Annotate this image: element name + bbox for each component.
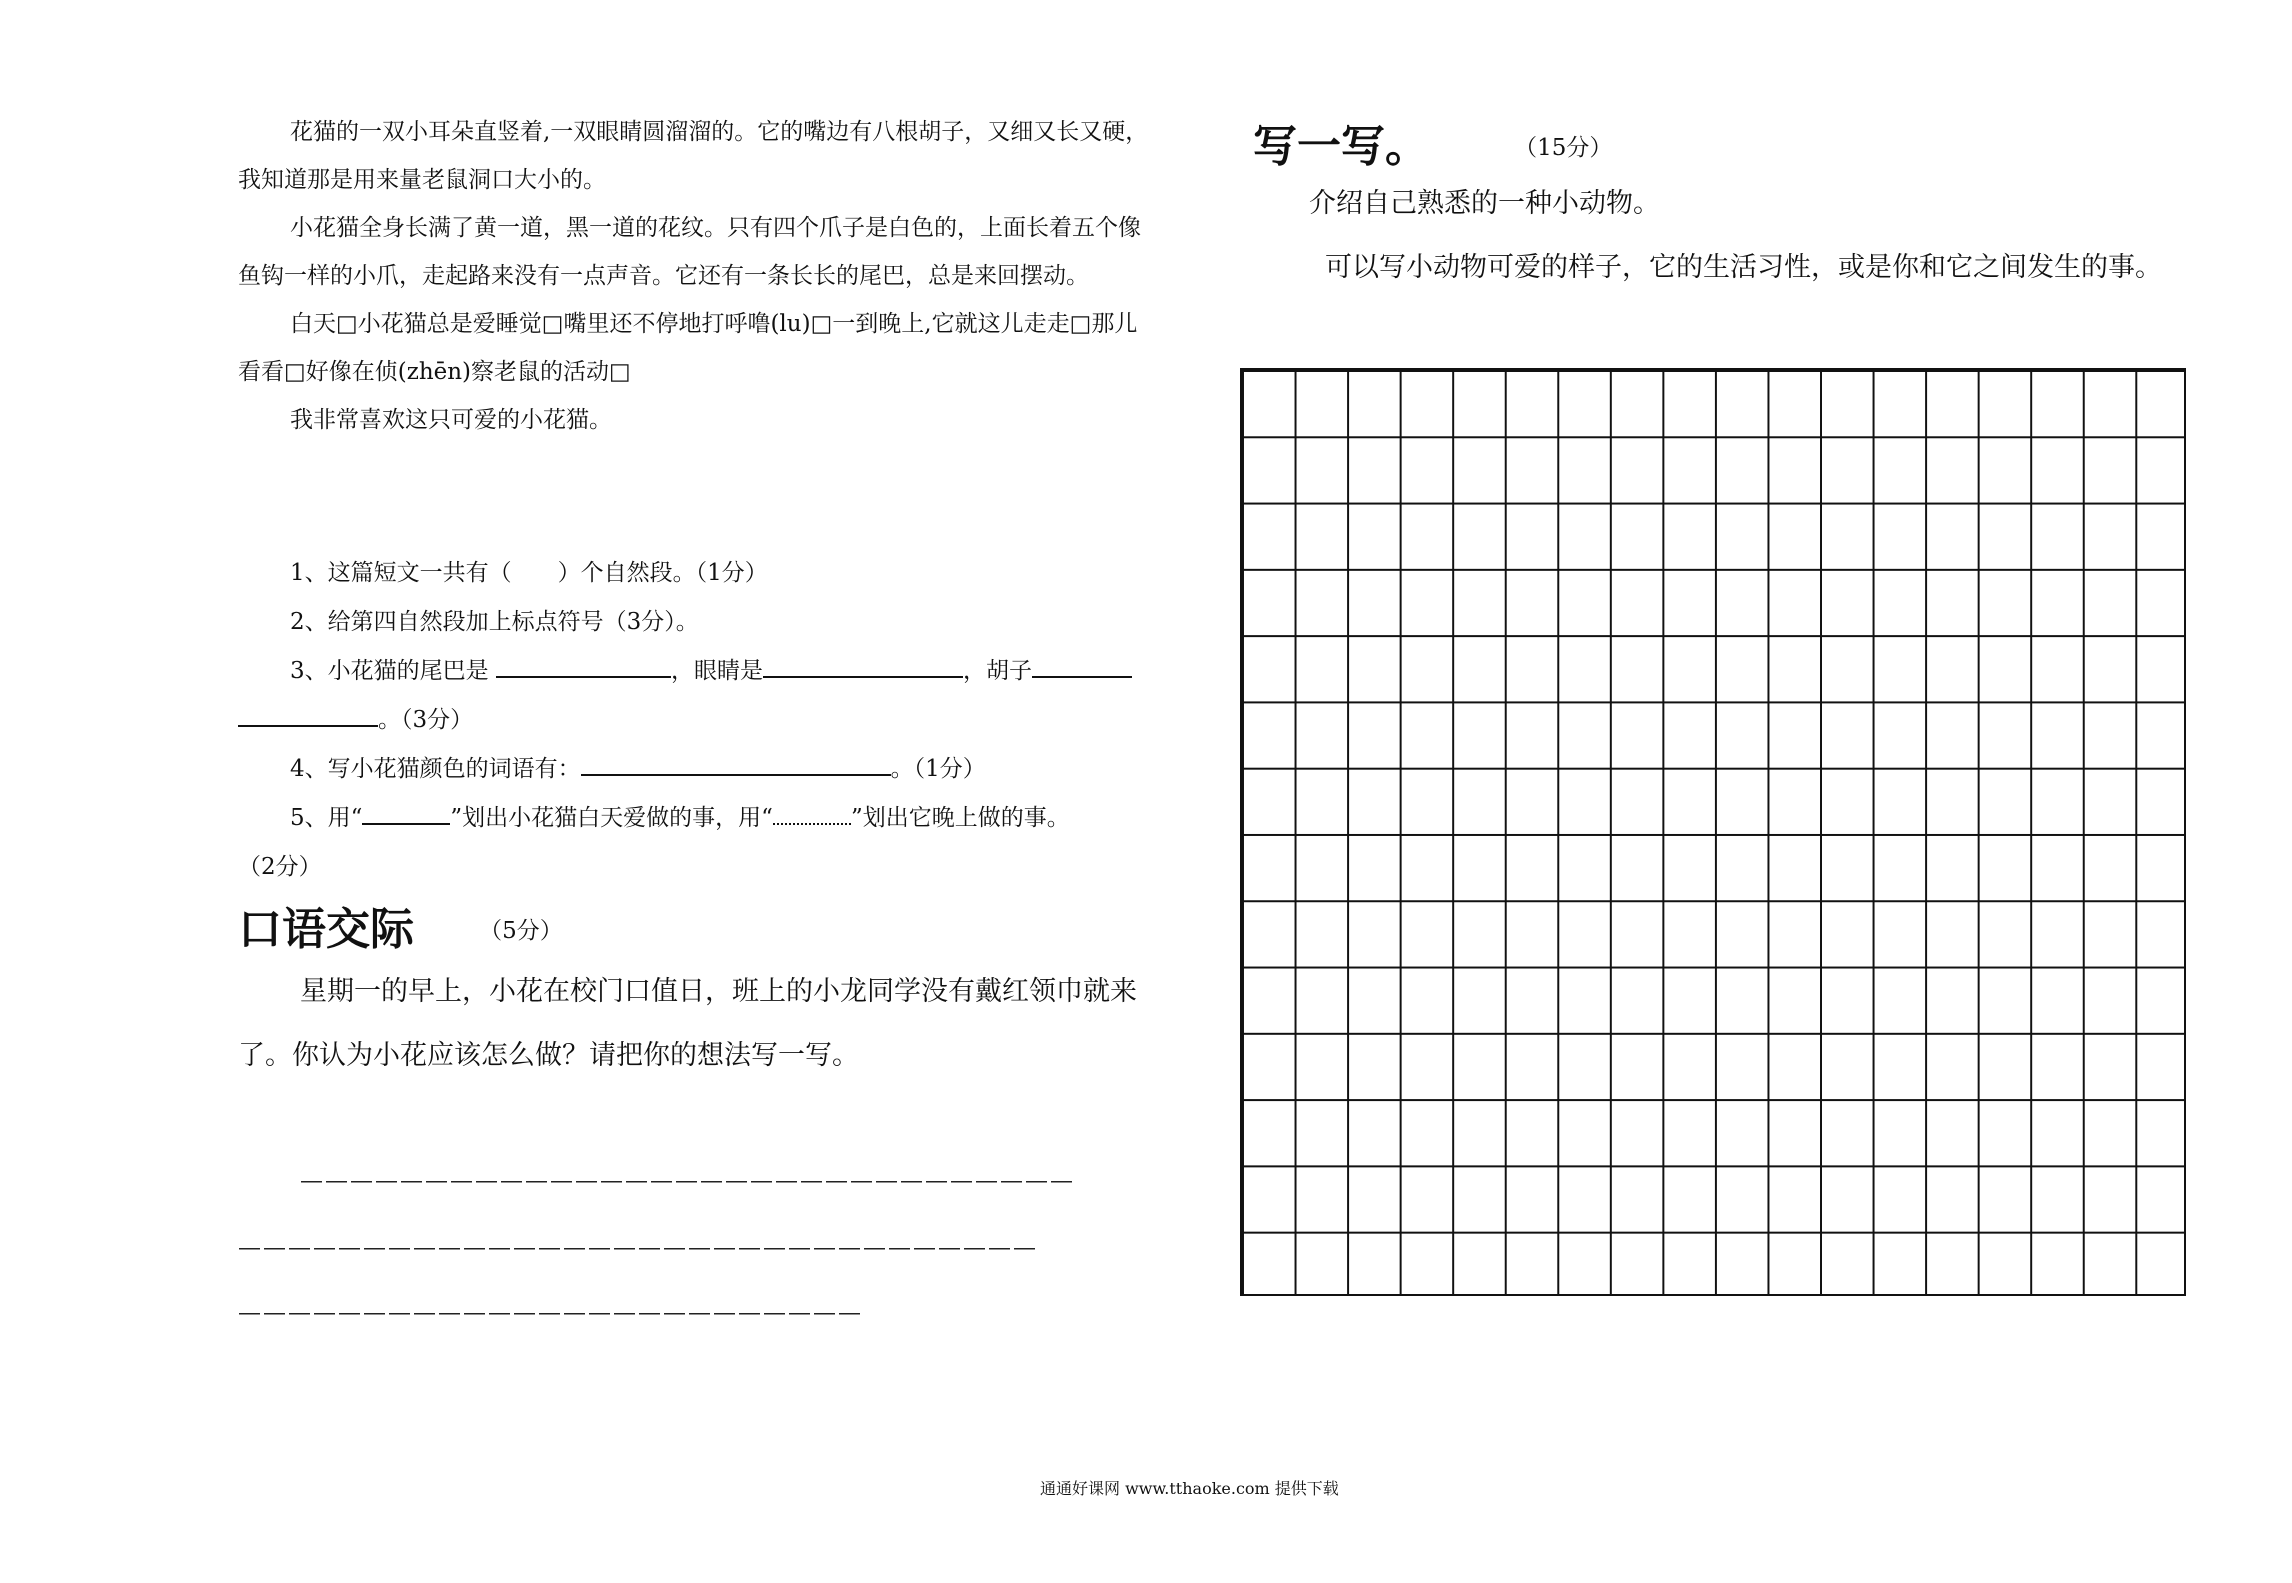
question-1: 1、这篇短文一共有（ ）个自然段。（1分） <box>290 560 768 586</box>
writing-section-header <box>1253 110 1612 174</box>
answer-line-3[interactable]: ————————————————————————— <box>238 1300 863 1326</box>
paragraph-3: 白天□小花猫总是爱睡觉□嘴里还不停地打呼噜(lu)□一到晚上,它就这儿走走□那儿看看□好像在侦(zhēn)察老鼠的活动□ <box>238 311 1138 385</box>
writing-hint: 可以写小动物可爱的样子，它的生活习性，或是你和它之间发生的事。 <box>1325 252 2162 283</box>
writing-title: 写一写。 <box>1253 121 1429 172</box>
paragraph-2: 小花猫全身长满了黄一道，黑一道的花纹。只有四个爪子是白色的，上面长着五个像鱼钩一样的小爪，走起路来没有一点声音。它还有一条长长的尾巴，总是来回摆动。 <box>238 215 1141 289</box>
writing-score: （15分） <box>1514 135 1613 161</box>
oral-title: 口语交际 <box>238 904 414 955</box>
question-4-part-b: 。（1分） <box>890 756 986 782</box>
question-list <box>238 549 1158 892</box>
question-3 <box>238 647 1158 696</box>
answer-line-1[interactable]: ——————————————————————————————— <box>300 1168 1075 1194</box>
oral-prompt <box>238 960 1158 1088</box>
composition-grid[interactable] <box>1240 368 2186 1296</box>
reading-passage <box>238 108 1158 444</box>
writing-instructions <box>1253 172 2188 300</box>
question-3-part-c: ，胡子 <box>962 658 1032 684</box>
question-5-part-b: ”划出小花猫白天爱做的事，用“ <box>450 805 773 831</box>
question-5 <box>238 794 1158 843</box>
paragraph-1: 花猫的一双小耳朵直竖着,一双眼睛圆溜溜的。它的嘴边有八根胡子，又细又长又硬，我知道那是用来量老鼠洞口大小的。 <box>238 119 1149 193</box>
answer-blank-whiskers[interactable] <box>1032 656 1132 678</box>
oral-section-header <box>238 893 563 957</box>
oral-prompt-text: 星期一的早上，小花在校门口值日，班上的小龙同学没有戴红领巾就来了。你认为小花应该怎么做？请把你的想法写一写。 <box>238 976 1137 1071</box>
question-4 <box>238 745 1158 794</box>
footer-credit: 通通好课网 www.tthaoke.com 提供下载 <box>1040 1479 1339 1498</box>
answer-line-2[interactable]: ———————————————————————————————— <box>238 1235 1038 1261</box>
solid-line-sample <box>362 803 450 825</box>
paragraph-4: 我非常喜欢这只可爱的小花猫。 <box>290 407 612 433</box>
question-2: 2、给第四自然段加上标点符号（3分）。 <box>290 609 699 635</box>
question-4-part-a: 4、写小花猫颜色的词语有： <box>290 756 581 782</box>
question-3-continued <box>238 696 1158 745</box>
wavy-line-sample <box>773 803 851 825</box>
answer-blank-eyes[interactable] <box>763 656 963 678</box>
question-3-part-b: ，眼睛是 <box>670 658 763 684</box>
writing-prompt: 介绍自己熟悉的一种小动物。 <box>1309 188 1660 219</box>
question-5-score: （2分） <box>238 854 322 880</box>
oral-score: （5分） <box>479 918 563 944</box>
question-5-part-c: ”划出它晚上做的事。 <box>850 805 1070 831</box>
question-3-part-d: 。（3分） <box>378 707 474 733</box>
question-3-part-a: 3、小花猫的尾巴是 <box>290 658 489 684</box>
answer-blank-tail[interactable] <box>496 656 671 678</box>
question-5-part-a: 5、用“ <box>290 805 363 831</box>
answer-blank-whiskers-cont[interactable] <box>238 705 378 727</box>
answer-blank-colors[interactable] <box>581 754 891 776</box>
